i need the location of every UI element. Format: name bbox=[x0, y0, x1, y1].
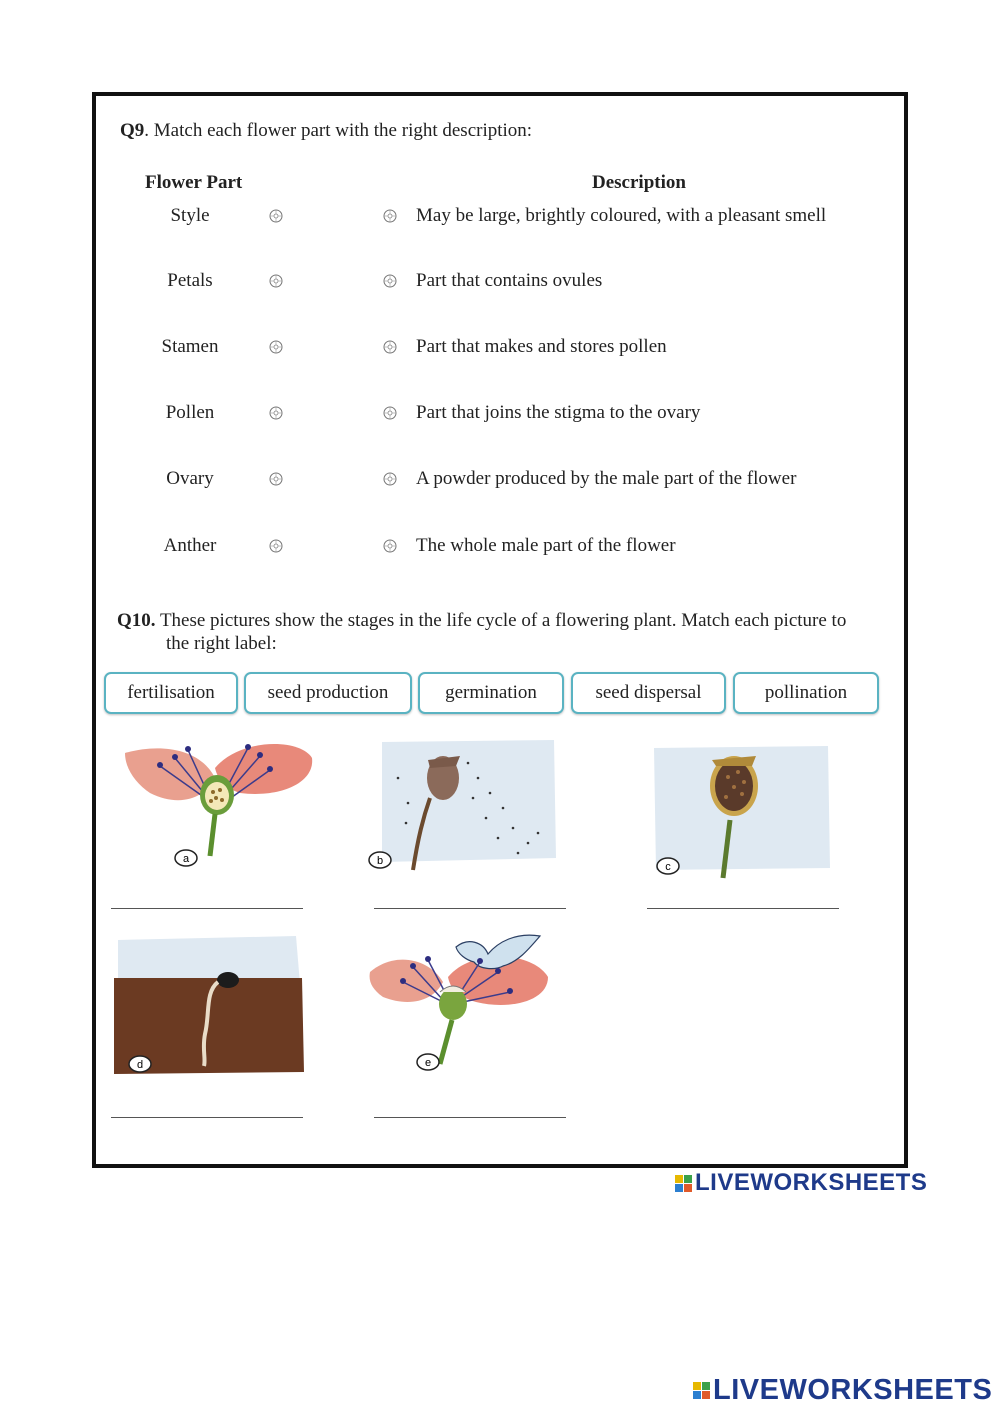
match-dot-right-icon[interactable] bbox=[383, 406, 395, 418]
liveworksheets-logo-large bbox=[693, 1374, 992, 1407]
flower-part-style: Style bbox=[170, 205, 210, 226]
picture-d-letter: d bbox=[136, 1059, 144, 1071]
match-dot-right-icon[interactable] bbox=[383, 274, 395, 286]
description-item: A powder produced by the male part of the flower bbox=[416, 468, 797, 489]
logo-mark-icon bbox=[675, 1175, 692, 1192]
flower-part-ovary: Ovary bbox=[166, 468, 214, 489]
answer-line-c[interactable] bbox=[647, 908, 839, 909]
description-item: Part that joins the stigma to the ovary bbox=[416, 402, 701, 423]
match-dot-left-icon[interactable] bbox=[269, 539, 281, 551]
match-dot-left-icon[interactable] bbox=[269, 209, 281, 221]
picture-a-letter: a bbox=[182, 853, 190, 865]
picture-a-fertilisation bbox=[120, 738, 320, 873]
label-pollination[interactable]: pollination bbox=[733, 672, 879, 714]
logo-mark-icon bbox=[693, 1382, 710, 1399]
liveworksheets-logo-small bbox=[675, 1169, 927, 1197]
picture-b-letter: b bbox=[376, 855, 384, 867]
q9-heading: Q9. Match each flower part with the right description: bbox=[120, 120, 533, 141]
label-seed-dispersal[interactable]: seed dispersal bbox=[571, 672, 726, 714]
match-dot-left-icon[interactable] bbox=[269, 406, 281, 418]
description-item: The whole male part of the flower bbox=[416, 535, 676, 556]
label-seed-production[interactable]: seed production bbox=[244, 672, 412, 714]
match-dot-left-icon[interactable] bbox=[269, 472, 281, 484]
description-item: May be large, brightly coloured, with a pleasant smell bbox=[416, 205, 827, 226]
flower-part-pollen: Pollen bbox=[165, 402, 215, 423]
flower-part-anther: Anther bbox=[163, 535, 217, 556]
match-dot-left-icon[interactable] bbox=[269, 274, 281, 286]
match-dot-left-icon[interactable] bbox=[269, 340, 281, 352]
label-germination[interactable]: germination bbox=[418, 672, 564, 714]
match-dot-right-icon[interactable] bbox=[383, 472, 395, 484]
description-item: Part that contains ovules bbox=[416, 270, 603, 291]
logo-text: LIVEWORKSHEETS bbox=[695, 1169, 928, 1196]
match-dot-right-icon[interactable] bbox=[383, 539, 395, 551]
description-item: Part that makes and stores pollen bbox=[416, 336, 667, 357]
q10-heading-line2: the right label: bbox=[166, 633, 277, 654]
picture-d-germination bbox=[110, 934, 310, 1079]
flower-part-petals: Petals bbox=[167, 270, 213, 291]
picture-b-seed-dispersal bbox=[368, 738, 563, 873]
label-fertilisation[interactable]: fertilisation bbox=[104, 672, 238, 714]
picture-e-pollination bbox=[368, 932, 558, 1077]
match-dot-right-icon[interactable] bbox=[383, 209, 395, 221]
logo-text: LIVEWORKSHEETS bbox=[713, 1374, 993, 1406]
picture-c-letter: c bbox=[665, 861, 671, 873]
answer-line-a[interactable] bbox=[111, 908, 303, 909]
answer-line-b[interactable] bbox=[374, 908, 566, 909]
q10-heading: Q10. These pictures show the stages in the life cycle of a flowering plant. Match each picture to bbox=[117, 610, 847, 631]
answer-line-e[interactable] bbox=[374, 1117, 566, 1118]
picture-c-seed-production bbox=[648, 742, 838, 882]
description-header: Description bbox=[592, 172, 686, 193]
answer-line-d[interactable] bbox=[111, 1117, 303, 1118]
match-dot-right-icon[interactable] bbox=[383, 340, 395, 352]
picture-e-letter: e bbox=[424, 1057, 432, 1069]
flower-part-header: Flower Part bbox=[145, 172, 243, 193]
flower-part-stamen: Stamen bbox=[161, 336, 219, 357]
